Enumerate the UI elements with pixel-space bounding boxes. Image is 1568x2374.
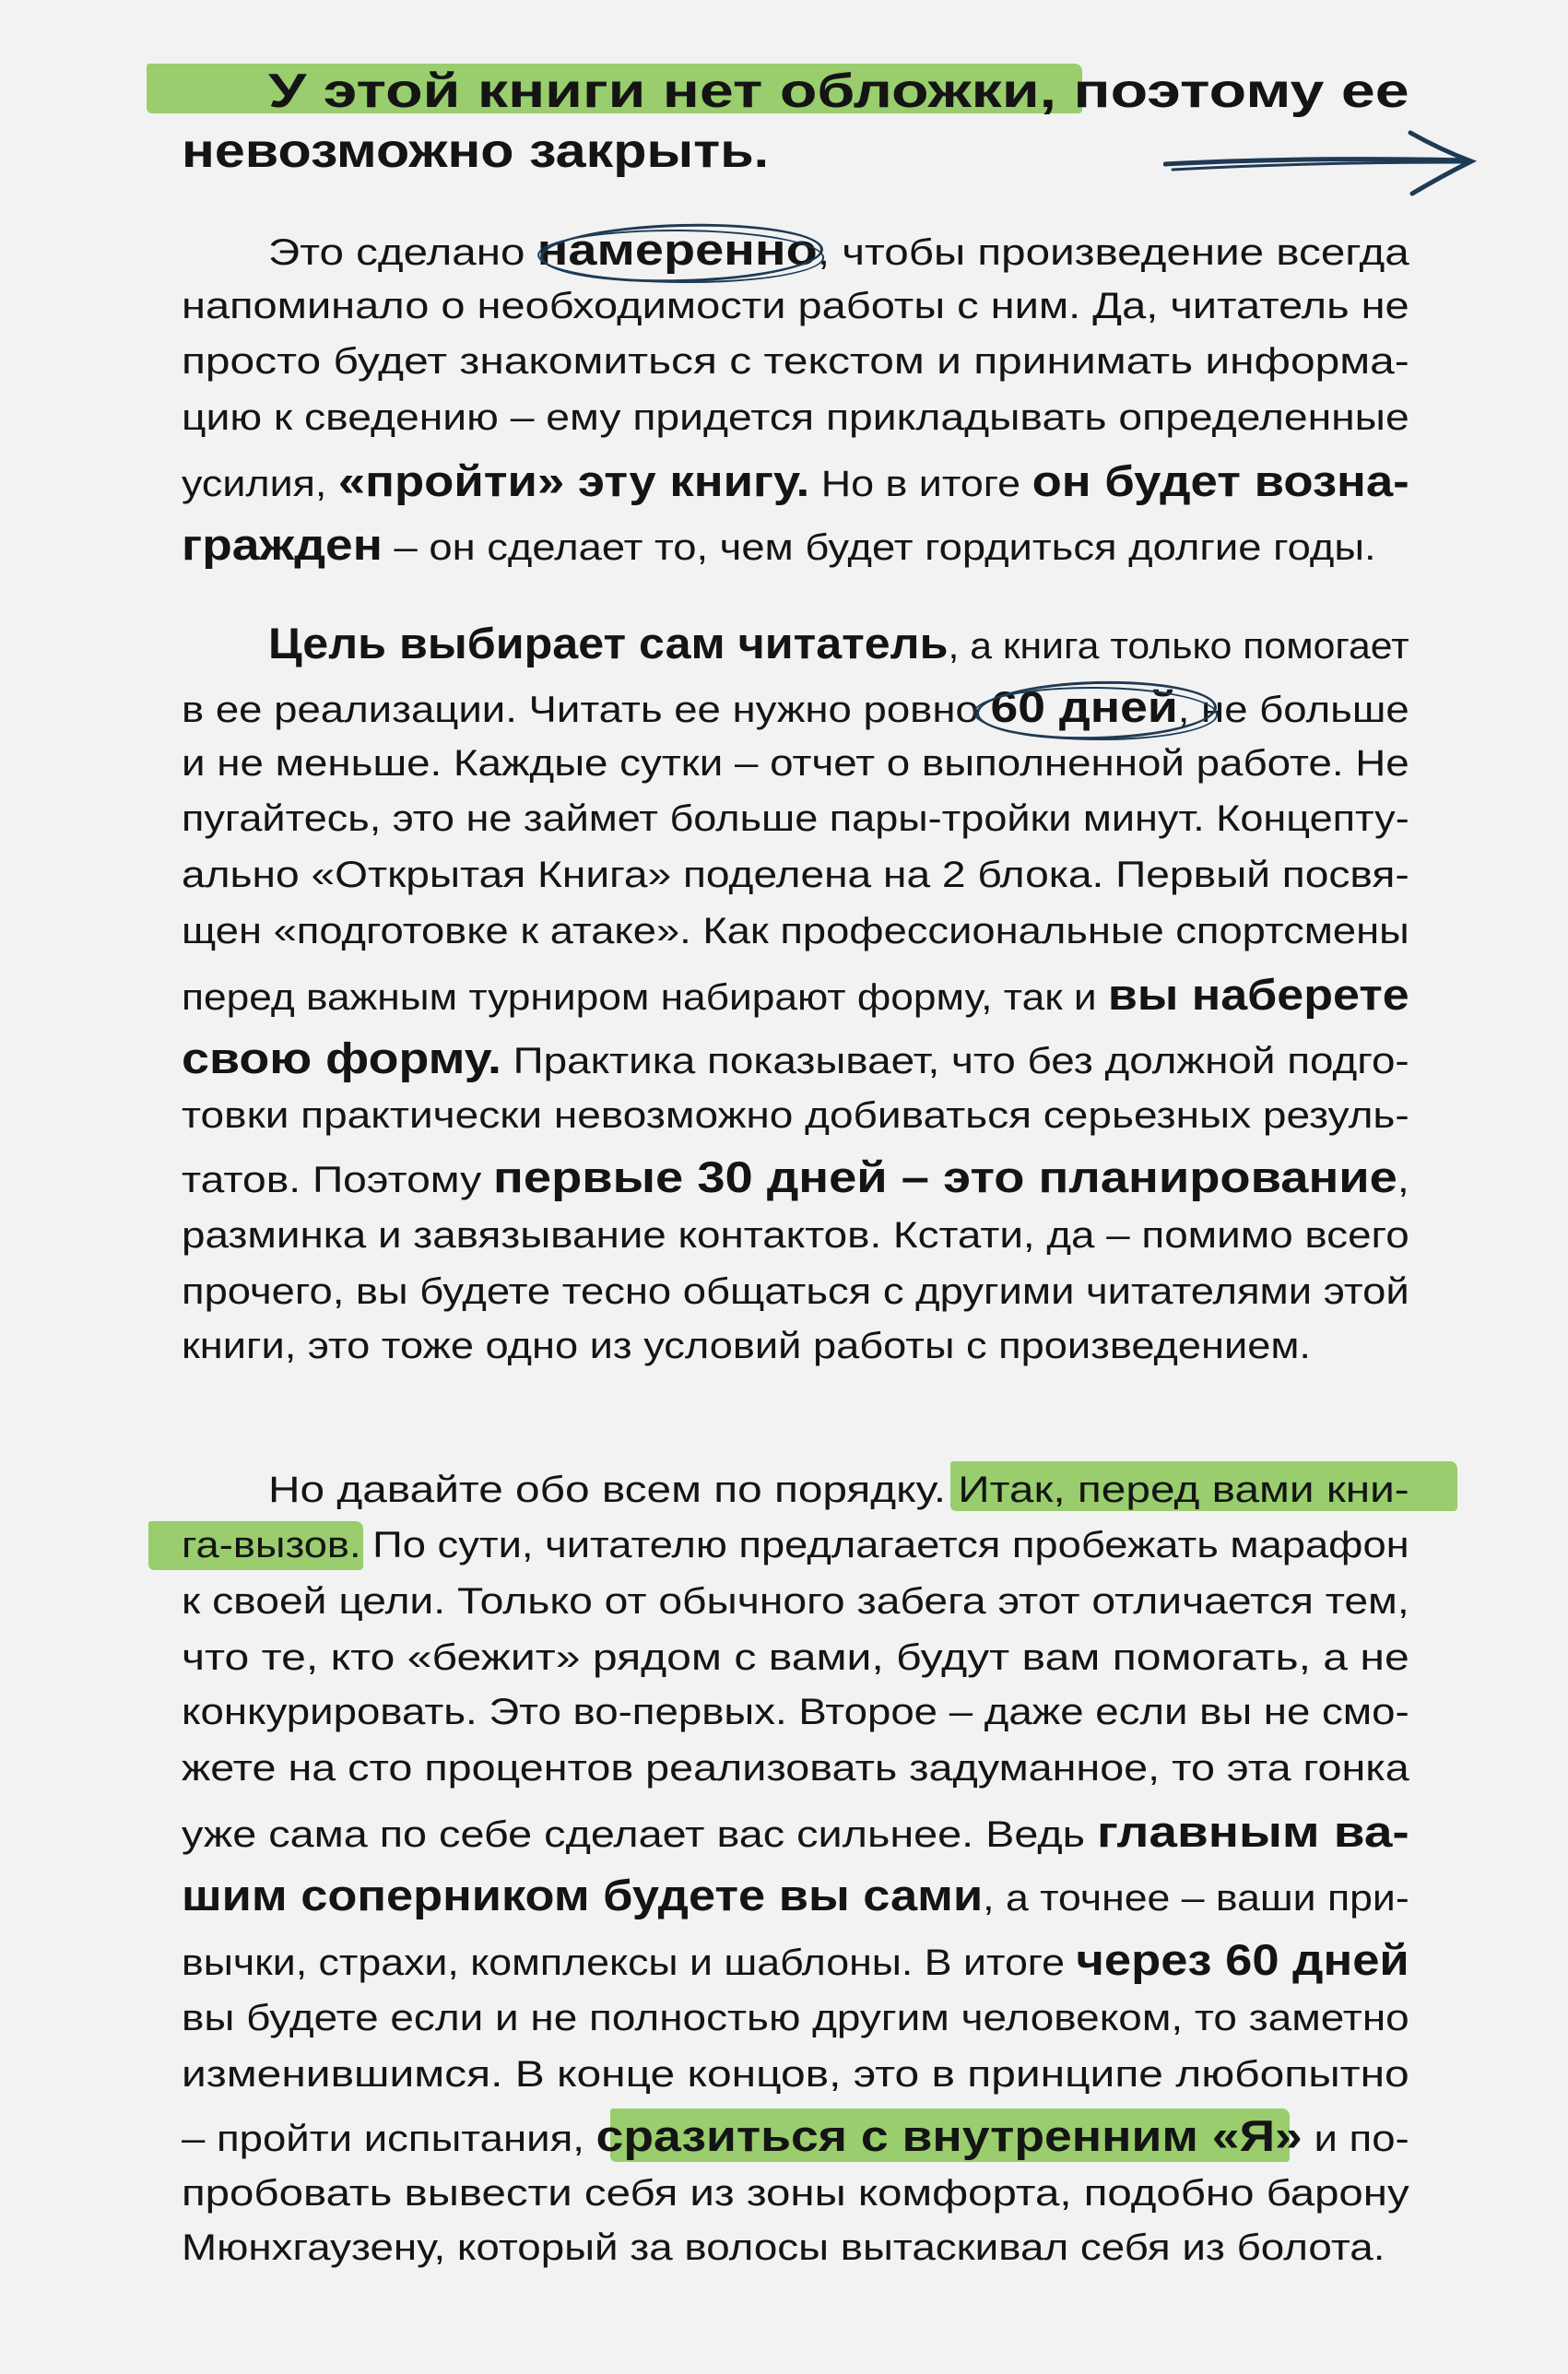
line-text <box>182 124 769 191</box>
line-text <box>268 616 1409 682</box>
line-text <box>182 967 1409 1033</box>
line-text <box>182 1031 1409 1097</box>
line-text <box>182 1208 1409 1271</box>
hand-drawn-arrow-right-icon <box>1163 129 1477 198</box>
paragraph-line <box>182 390 1409 445</box>
text-run: Но давайте обо всем по порядку. Итак, перед вами кни- <box>268 1469 1409 1510</box>
text-run: ально «Открытая Книга» поделена на 2 блока. Первый посвя- <box>182 855 1409 896</box>
text-run: просто будет знакомиться с текстом и принимать информа- <box>182 341 1409 383</box>
bold-text-run: шим соперником будете вы сами <box>182 1870 984 1919</box>
text-run: цию к сведению – ему придется прикладывать определенные <box>182 397 1409 439</box>
line-text <box>182 454 1409 520</box>
text-run: , а точнее – ваши при- <box>983 1877 1409 1919</box>
line-text <box>182 1088 1409 1152</box>
paragraph-line <box>182 1868 1409 1923</box>
paragraph-line <box>182 454 1409 509</box>
bold-text-run: Цель выбирает сам читатель <box>268 618 949 667</box>
text-run: , не больше <box>1177 689 1409 730</box>
line-text <box>182 736 1409 799</box>
text-run: , а книга только помогает <box>948 625 1409 667</box>
line-text <box>182 1932 1409 1999</box>
bold-text-run: сразиться с внутренним «Я» <box>595 2110 1303 2160</box>
text-run: товки практически невозможно добиваться серьезных резуль- <box>182 1095 1409 1137</box>
text-run: , чтобы произведение всегда <box>817 231 1409 273</box>
bold-text-run: гражден <box>182 520 383 570</box>
text-run: изменившимся. В конце концов, это в принципе любопытно <box>182 2053 1409 2095</box>
paragraph-line <box>182 1574 1409 1629</box>
line-text <box>182 847 1409 911</box>
paragraph-line <box>182 1518 1409 1573</box>
text-run: перед важным турниром набирают форму, так и <box>182 976 1108 1018</box>
paragraph-line <box>182 736 1409 791</box>
paragraph-line <box>182 967 1409 1022</box>
paragraph-line <box>182 1150 1409 1205</box>
paragraph-line <box>182 1741 1409 1796</box>
line-text <box>182 2220 1385 2284</box>
text-run: в ее реализации. Читать ее нужно ровно <box>182 689 991 730</box>
line-text <box>182 1318 1311 1382</box>
paragraph-line <box>182 1208 1409 1263</box>
bold-text-run: он будет возна- <box>1032 456 1409 506</box>
paragraph-line <box>182 278 1409 334</box>
text-run: и по- <box>1302 2118 1409 2159</box>
paragraph-line <box>182 2220 1385 2275</box>
text-run: – он сделает то, чем будет гордиться долгие годы. <box>382 527 1376 569</box>
title-line <box>182 124 770 179</box>
line-text <box>182 278 1409 342</box>
text-run: и не меньше. Каждые сутки – отчет о выполненной работе. Не <box>182 742 1409 784</box>
bold-text-run: через 60 дней <box>1076 1935 1409 1985</box>
line-text <box>182 1518 1409 1581</box>
line-text <box>182 1150 1409 1216</box>
text-run: , <box>1397 1160 1409 1201</box>
line-text <box>182 1741 1409 1804</box>
text-run: – пройти испытания, <box>182 2118 596 2159</box>
paragraph-line <box>182 1990 1409 2046</box>
text-run: разминка и завязывание контактов. Кстати, да – помимо всего <box>182 1214 1409 1256</box>
text-run: Но в итоге <box>809 464 1032 505</box>
paragraph-line <box>268 616 1409 671</box>
text-run: что те, кто «бежит» рядом с вами, будут вам помогать, а не <box>182 1636 1409 1678</box>
bold-text-run: невозможно закрыть. <box>182 124 770 179</box>
paragraph-line <box>182 1031 1409 1086</box>
line-text <box>182 791 1409 855</box>
text-run: щен «подготовке к атаке». Как профессиональные спортсмены <box>182 910 1409 951</box>
line-text <box>182 334 1409 397</box>
bold-text-run: У этой книги нет обложки, поэтому ее <box>268 64 1409 118</box>
line-text <box>268 1462 1409 1526</box>
line-text <box>182 1574 1409 1637</box>
paragraph-line <box>182 1932 1409 1988</box>
text-run: татов. Поэтому <box>182 1160 494 1201</box>
text-run: уже сама по себе сделает вас сильнее. Ведь <box>182 1813 1097 1855</box>
text-run: Это сделано <box>268 231 537 273</box>
paragraph-line <box>182 1804 1409 1860</box>
text-run: Практика показывает, что без должной подго- <box>501 1040 1409 1081</box>
line-text <box>182 390 1409 454</box>
paragraph-line <box>182 1318 1311 1374</box>
line-text <box>182 1804 1409 1871</box>
text-run: пугайтесь, это не займет больше пары-тройки минут. Концепту- <box>182 798 1409 840</box>
title-line <box>268 64 1409 119</box>
paragraph-line <box>182 904 1409 959</box>
line-text <box>182 1868 1409 1934</box>
bold-text-run: 60 дней <box>990 681 1178 731</box>
line-text <box>182 517 1376 584</box>
paragraph-line <box>182 334 1409 389</box>
bold-text-run: главным ва- <box>1096 1806 1409 1856</box>
bold-text-run: намеренно <box>536 224 818 274</box>
text-run: жете на сто процентов реализовать задуманное, то эта гонка <box>182 1747 1409 1789</box>
paragraph-line <box>182 1630 1409 1685</box>
paragraph-line <box>182 2166 1409 2221</box>
paragraph-line <box>182 1088 1409 1143</box>
text-run: Мюнхгаузену, который за волосы вытаскивал себя из болота. <box>182 2227 1385 2269</box>
text-run: вы будете если и не полностью другим человеком, то заметно <box>182 1997 1409 2038</box>
bold-text-run: свою форму. <box>182 1033 501 1082</box>
bold-text-run: «пройти» эту книгу. <box>337 456 810 506</box>
line-text <box>268 64 1409 131</box>
paragraph-line <box>182 847 1409 903</box>
line-text <box>182 1990 1409 2054</box>
text-run: к своей цели. Только от обычного забега этот отличается тем, <box>182 1581 1409 1623</box>
text-run: усилия, <box>182 464 338 505</box>
bold-text-run: первые 30 дней – это планирование <box>493 1152 1397 1202</box>
text-run: конкурировать. Это во-первых. Второе – даже если вы не смо- <box>182 1692 1409 1733</box>
bold-text-run: вы наберете <box>1107 969 1409 1019</box>
paragraph-line <box>182 2047 1409 2102</box>
paragraph-line <box>182 1684 1409 1740</box>
paragraph-line <box>182 1264 1409 1319</box>
line-text <box>182 904 1409 967</box>
paragraph-line <box>182 791 1409 846</box>
text-run: вычки, страхи, комплексы и шаблоны. В итоге <box>182 1943 1077 1984</box>
paragraph-line <box>182 2108 1409 2164</box>
text-run: книги, это тоже одно из условий работы с произведением. <box>182 1325 1311 1366</box>
text-run: га-вызов. По сути, читателю предлагается пробежать марафон <box>182 1525 1409 1566</box>
text-run: напоминало о необходимости работы с ним. Да, читатель не <box>182 285 1409 326</box>
paragraph-line <box>182 517 1376 573</box>
line-text <box>182 2047 1409 2110</box>
line-text <box>182 1684 1409 1748</box>
paragraph-line <box>268 1462 1409 1518</box>
text-run: пробовать вывести себя из зоны комфорта, подобно барону <box>182 2173 1409 2215</box>
text-run: прочего, вы будете тесно общаться с другими читателями этой <box>182 1270 1409 1312</box>
line-text <box>182 2108 1409 2175</box>
